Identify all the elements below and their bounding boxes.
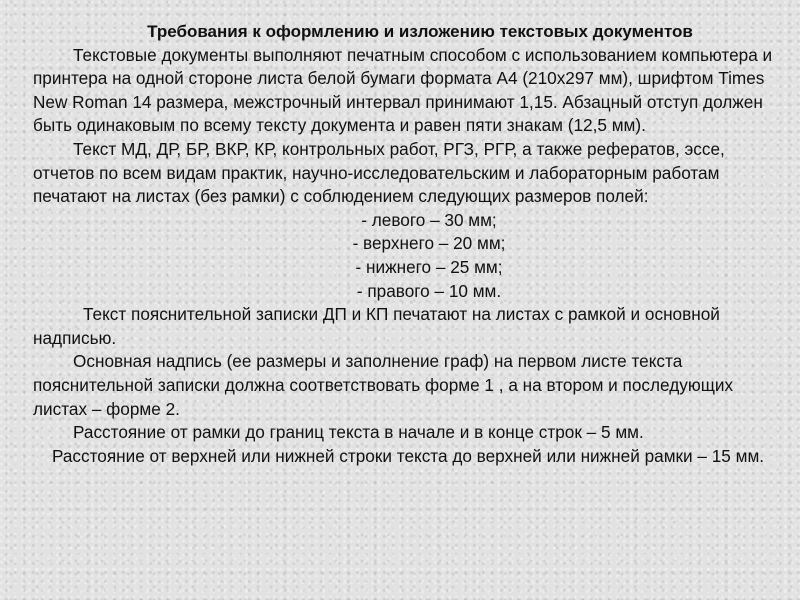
document-body (33, 20, 783, 468)
margin-left: - левого – 30 мм; (361, 209, 497, 230)
paragraph-margins-intro: Текст МД, ДР, БР, ВКР, КР, контрольных работ, РГЗ, РГР, а также рефератов, эссе, отчетов по всем видам практик, научно-исследовательским и лабораторным работам печатают на листах (без рамки) с соблюдением следующих размеров полей: (33, 138, 725, 207)
paragraph-title-block: Основная надпись (ее размеры и заполнение граф) на первом листе текста пояснительной записки должна соответствовать форме 1 , а на втором и последующих листах – форме 2. (33, 351, 734, 419)
margin-bottom: - нижнего – 25 мм; (355, 256, 503, 277)
paragraph-printing-requirements: Текстовые документы выполняют печатным способом с использованием компьютера и принтера на одной стороне листа белой бумаги формата А4 (210х297 мм), шрифтом Times New Roman 14 размера, межстрочный интервал принимают 1,15. Абзацный отступ должен быть одинаковым по всему тексту документа и равен пяти знакам (12,5 мм). (33, 44, 773, 136)
margins-list (33, 209, 783, 303)
paragraph-horizontal-spacing: Расстояние от рамки до границ текста в начале и в конце строк – 5 мм. (73, 422, 644, 443)
paragraph-frame-pages: Текст пояснительной записки ДП и КП печатают на листах с рамкой и основной надписью. (33, 304, 720, 348)
margin-top: - верхнего – 20 мм; (352, 233, 506, 254)
paragraph-vertical-spacing: Расстояние от верхней или нижней строки текста до верхней или нижней рамки – 15 мм. (51, 445, 765, 466)
document-title: Требования к оформлению и изложению текстовых документов (147, 22, 693, 41)
margin-right: - правого – 10 мм. (356, 280, 502, 301)
